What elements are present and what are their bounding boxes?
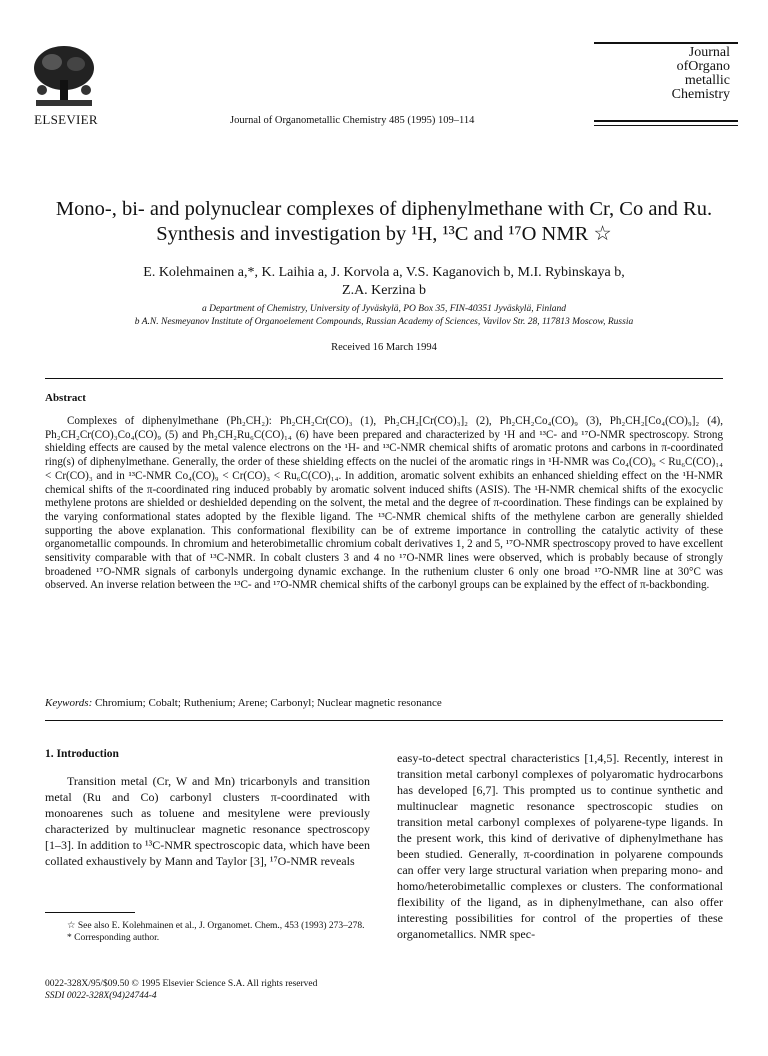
affiliation-a: a Department of Chemistry, University of Jyväskylä, PO Box 35, FIN-40351 Jyväskylä, Finland [201,304,567,314]
journal-logo-line: metallic [684,73,730,88]
abstract-rule-bottom [45,720,723,721]
abstract-heading: Abstract [45,392,86,404]
author-line: Z.A. Kerzina b [342,283,426,298]
keywords-label: Keywords: [45,697,93,709]
paragraph: easy-to-detect spectral characteristics [1,4,5]. Recently, interest in transition metal carbonyl complexes of polyaromatic hydrocarbons has developed [6,7]. This prompted us to continue synthetic and multinuclear magnetic resonance spectroscopic studies on transition metal carbonyl complexes of polyarene-type ligands. In the present work, this kind of derivative of diphenylmethane has been studied. Generally, π-coordination in polyarene compounds can offer very large structural variation when preparing mono- and homo/heterobimetallic complexes or clusters. The conformational flexibility of the ligand, as in diphenylmethane, can also offer interesting possibilities for control of the properties of these organometallics. NMR spec- [397,751,723,941]
footnote-corresponding: * Corresponding author. [67,933,160,943]
journal-logo-line: ofOrgano [676,59,730,74]
ssdi-line: SSDI 0022-328X(94)24744-4 [45,991,157,1001]
abstract-text [45,415,723,593]
keywords [45,697,723,709]
affiliations [30,303,738,329]
article-title: Mono-, bi- and polynuclear complexes of diphenylmethane with Cr, Co and Ru. Synthesis and investigation by ¹H, ¹³C and ¹⁷O NMR ☆ [55,198,713,245]
keywords-text: Chromium; Cobalt; Ruthenium; Arene; Carbonyl; Nuclear magnetic resonance [95,697,442,709]
body-column-right [397,750,723,942]
journal-logo [600,40,730,102]
elsevier-tree-logo [28,44,100,110]
abstract-paragraph: Complexes of diphenylmethane (Ph₂CH₂): Ph₂CH₂Cr(CO)₃ (1), Ph₂CH₂[Cr(CO)₃]₂ (2), Ph₂CH₂Co₄(CO)₉ (3), Ph₂CH₂[Co₄(CO)₉]₂ (4), Ph₂CH₂Cr(CO)₃Co₄(CO)₉ (5) and Ph₂CH₂Ru₆C(CO)₁₄ (6) have been prepared and characterized by ¹H and ¹³C- and ¹⁷O-NMR spectroscopy. Strong shielding effects are caused by the metal valence electrons on the ¹H- and ¹³C-NMR chemical shifts of aromatic protons and carbons in π-coordinated ring(s) of diphenylmethane. Generally, the order of these shielding effects on the nuclei of the aromatic rings in ¹H-NMR was Co₄(CO)₉ < Ru₆C(CO)₁₄ < Cr(CO)₃ and in ¹³C-NMR Co₄(CO)₉ < Cr(CO)₃ < Ru₆C(CO)₁₄. In addition, aromatic solvent exhibits an enhanced shielding effect on the ¹H-NMR chemical shifts of the π-coordinated ring induced probably by aromatic solvent induced shifts (ASIS). The ¹H-NMR chemical shifts of the exocyclic methylene protons are shielded or deshielded depending on the solvent, the metal and the degree of π-coordination. These findings can be explained by the varying conformational states adopted by the flexible ligand. The ¹³C-NMR chemical shifts of the methylene carbon are generally shielded supporting the above explanation. This conformational flexibility can be of extreme importance in controlling the catalytic activity of these organometallic compounds. In chromium and heterobimetallic chromium cobalt derivatives 1, 2 and 5, ¹⁷O-NMR spectroscopy proved to have excellent sensitivity comparable with that of ¹³C-NMR. In cobalt clusters 3 and 4 no ¹⁷O-NMR lines were observed, which is probably because of strongly broadened ¹⁷O-NMR signals of carbonyls undergoing dynamic exchange. In the ruthenium cluster 6 only one broad ¹⁷O-NMR line at 30°C was observed. An inverse relation between the ¹³C- and ¹⁷O-NMR chemical shifts of the carbonyl groups can be explained by the effect of π-backbonding. [45,415,723,592]
logo-rule-bottom [594,120,738,122]
author-line: E. Kolehmainen a,*, K. Laihia a, J. Korvola a, V.S. Kaganovich b, M.I. Rybinskaya b, [143,265,625,280]
footnotes [45,920,370,944]
body-column-left [45,773,370,869]
copyright [45,978,370,1002]
copyright-line: 0022-328X/95/$09.50 © 1995 Elsevier Science S.A. All rights reserved [45,979,318,989]
affiliation-b: b A.N. Nesmeyanov Institute of Organoelement Compounds, Russian Academy of Sciences, Vavilov Str. 28, 117813 Moscow, Russia [134,317,634,327]
journal-logo-line: Journal [688,45,730,60]
paragraph: Transition metal (Cr, W and Mn) tricarbonyls and transition metal (Ru and Co) carbonyl clusters π-coordinated with monoarenes such as toluene and mesitylene were previously characterized by multinuclear magnetic resonance spectroscopy [1–3]. In addition to ¹³C-NMR spectroscopic data, which have been collated exhaustively by Mann and Taylor [3], ¹⁷O-NMR reveals [45,774,370,868]
section-heading: 1. Introduction [45,748,119,760]
footnote-rule [45,912,135,913]
logo-rule-bottom-thin [594,125,738,126]
publisher-name: ELSEVIER [34,112,98,127]
journal-reference: Journal of Organometallic Chemistry 485 (1995) 109–114 [230,115,475,126]
author-list [30,264,738,300]
journal-logo-line: Chemistry [671,87,730,102]
footnote-star: ☆ See also E. Kolehmainen et al., J. Organomet. Chem., 453 (1993) 273–278. [67,921,365,931]
abstract-rule-top [45,378,723,379]
received-date: Received 16 March 1994 [331,342,437,353]
